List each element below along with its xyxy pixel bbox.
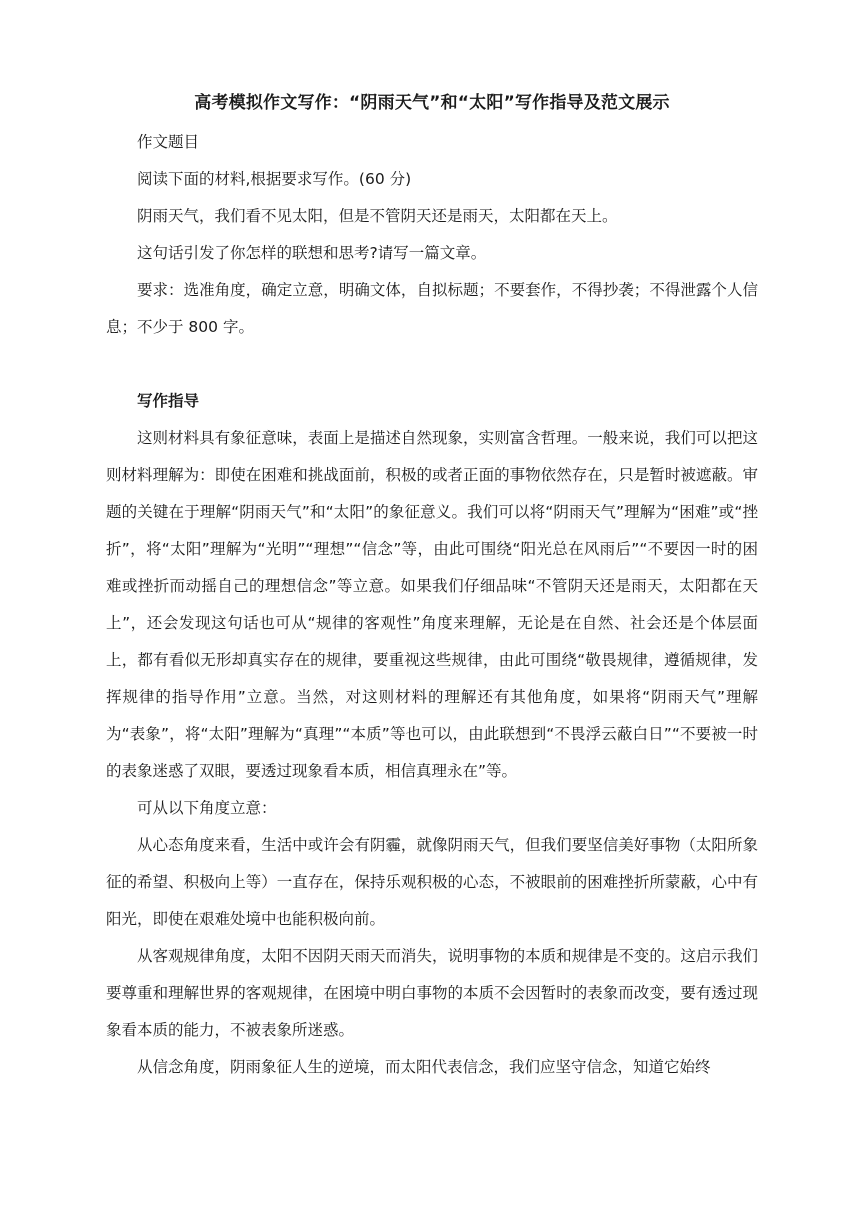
- section-spacer: [106, 346, 758, 383]
- objective-law-angle-paragraph: 从客观规律角度，太阳不因阴天雨天而消失，说明事物的本质和规律是不变的。这启示我们要尊重和理解世界的客观规律，在困境中明白事物的本质不会因暂时的表象而改变，要有透过现象看本质的能力，不被表象所迷惑。: [106, 947, 758, 1039]
- mindset-angle-paragraph: 从心态角度来看，生活中或许会有阴霾，就像阴雨天气，但我们要坚信美好事物（太阳所象征的希望、积极向上等）一直存在，保持乐观积极的心态，不被眼前的困难挫折所蒙蔽，心中有阳光，即使在艰难处境中也能积极向前。: [106, 836, 758, 928]
- prompt-instruction: 阅读下面的材料,根据要求写作。(60 分): [137, 170, 412, 188]
- document-title: 高考模拟作文写作：“阴雨天气”和“太阳”写作指导及范文展示: [194, 93, 670, 113]
- question-text: 这句话引发了你怎样的联想和思考?请写一篇文章。: [137, 244, 487, 262]
- topic-heading: 作文题目: [137, 133, 200, 151]
- angles-intro: 可从以下角度立意：: [137, 799, 277, 817]
- guidance-heading: 写作指导: [137, 392, 200, 410]
- belief-angle-paragraph: 从信念角度，阴雨象征人生的逆境，而太阳代表信念，我们应坚守信念，知道它始终: [137, 1058, 711, 1076]
- guidance-paragraph: 这则材料具有象征意味，表面上是描述自然现象，实则富含哲理。一般来说，我们可以把这则材料理解为：即使在困难和挑战面前，积极的或者正面的事物依然存在，只是暂时被遮蔽。审题的关键在于理解“阴雨天气”和“太阳”的象征意义。我们可以将“阴雨天气”理解为“困难”或“挫折”，将“太阳”理解为“光明”“理想”“信念”等，由此可围绕“阳光总在风雨后”“不要因一时的困难或挫折而动摇自己的理想信念”等立意。如果我们仔细品味“不管阴天还是雨天，太阳都在天上”，还会发现这句话也可从“规律的客观性”角度来理解，无论是在自然、社会还是个体层面上，都有看似无形却真实存在的规律，要重视这些规律，由此可围绕“敬畏规律，遵循规律，发挥规律的指导作用”立意。当然，对这则材料的理解还有其他角度，如果将“阴雨天气”理解为“表象”，将“太阳”理解为“真理”“本质”等也可以，由此联想到“不畏浮云蔽白日”“不要被一时的表象迷惑了双眼，要透过现象看本质，相信真理永在”等。: [106, 429, 758, 780]
- material-text: 阴雨天气，我们看不见太阳，但是不管阴天还是雨天，太阳都在天上。: [137, 207, 618, 225]
- document-content: [106, 88, 758, 1086]
- requirements-text: 要求：选准角度，确定立意，明确文体，自拟标题；不要套作，不得抄袭；不得泄露个人信息；不少于 800 字。: [106, 281, 758, 336]
